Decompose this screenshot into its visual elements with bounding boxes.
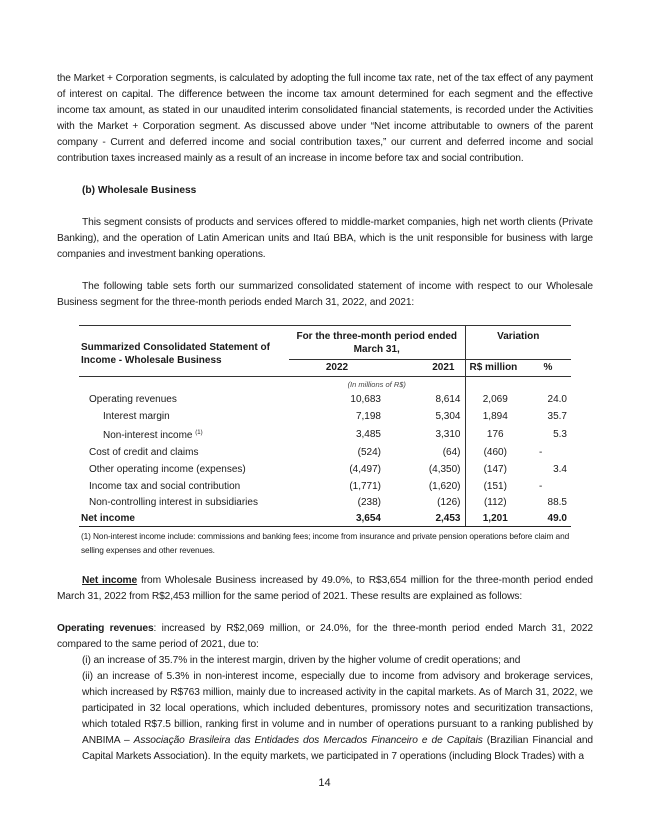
list-item: (i) an increase of 35.7% in the interest margin, driven by the higher volume of credit operations; and — [82, 655, 521, 666]
col-header-2022: 2022 — [289, 360, 385, 377]
intro-paragraph: the Market + Corporation segments, is calculated by adopting the full income tax rate, net of the tax effect of any payment of interest on capital. The difference between the income tax amount determined for each segment and the effective income tax amount, as stated in our unaudited interim consolidated financial statements, is recorded under the Activities with the Market + Corporation segment. As discussed above under “Net income attributable to owners of the parent company - Current and deferred income and social contribution taxes,” our current and deferred income and social contribution taxes increased mainly as a result of an increase in income before tax and social contribution. — [57, 73, 593, 164]
table-intro-paragraph: The following table sets forth our summarized consolidated statement of income with respect to our Wholesale Business segment for the three-month periods ended March 31, 2022, and 2021: — [57, 281, 593, 308]
section-heading: (b) Wholesale Business — [82, 185, 197, 196]
table-row-total: Net income 3,654 2,453 1,201 49.0 — [79, 512, 571, 527]
net-income-lead: Net income — [82, 575, 138, 586]
table-title: Summarized Consolidated Statement of Income - Wholesale Business — [79, 326, 289, 377]
income-statement-table — [79, 325, 571, 527]
net-income-paragraph: Net income from Wholesale Business increased by 49.0%, to R$3,654 million for the three-month period ended March 31, 2022 from R$2,453 million for the same period of 2021. These results are explained as follows: — [57, 575, 593, 602]
table-row: Other operating income (expenses) (4,497) (4,350) (147) 3.4 — [79, 462, 571, 479]
page-number: 14 — [318, 777, 331, 789]
table-row: Income tax and social contribution (1,771) (1,620) (151) - — [79, 479, 571, 496]
document-page-lower — [57, 573, 593, 765]
table-row: Interest margin 7,198 5,304 1,894 35.7 — [79, 409, 571, 426]
col-header-rs-million: R$ million — [465, 360, 525, 377]
document-page — [57, 71, 593, 311]
table-footnote: (1) Non-interest income include: commissions and banking fees; income from insurance and private pension operations before claim and selling expenses and other revenues. — [81, 530, 570, 555]
reasons-list — [57, 653, 593, 765]
list-item: (ii) an increase of 5.3% in non-interest income, especially due to income from advisory and brokerage services, which increased by R$763 million, mainly due to increased activity in the capital markets. As of March 31, 2022, we participated in 32 local operations, which included debentures, promissory notes and securitization transactions, which totaled R$7.5 billion, ranking first in volume and in number of operations pursuant to a ranking published by ANBIMA – Associação Brasileira das Entidades dos Mercados Financeiro e de Capitais (Brazilian Financial and Capital Markets Association). In the equity markets, we participated in 7 operations (including Block Trades) with a — [82, 671, 593, 762]
footnote-marker: (1) — [195, 430, 203, 437]
table-row: Non-interest income $^{(1)}$ 3,485 3,310 176 5.3 — [79, 425, 571, 445]
units-label: (In millions of R$) — [347, 380, 406, 389]
period-header: For the three-month period ended March 31, — [289, 326, 465, 360]
operating-revenues-paragraph: Operating revenues: increased by R$2,069 million, or 24.0%, for the three-month period ended March 31, 2022 compared to the same period of 2021, due to: — [57, 623, 593, 650]
income-statement-table-container — [79, 325, 571, 557]
table-row: Non-controlling interest in subsidiaries (238) (126) (112) 88.5 — [79, 495, 571, 512]
col-header-pct: % — [525, 360, 571, 377]
variation-header: Variation — [465, 326, 571, 360]
operating-revenues-lead: Operating revenues — [57, 623, 154, 634]
col-header-2021: 2021 — [385, 360, 465, 377]
table-row: Operating revenues 10,683 8,614 2,069 24.0 — [79, 392, 571, 409]
segment-paragraph: This segment consists of products and services offered to middle-market companies, high net worth clients (Private Banking), and the operation of Latin American units and Itaú BBA, which is the unit responsible for business with large companies and investment banking operations. — [57, 217, 593, 260]
table-row: Cost of credit and claims (524) (64) (460) - — [79, 445, 571, 462]
